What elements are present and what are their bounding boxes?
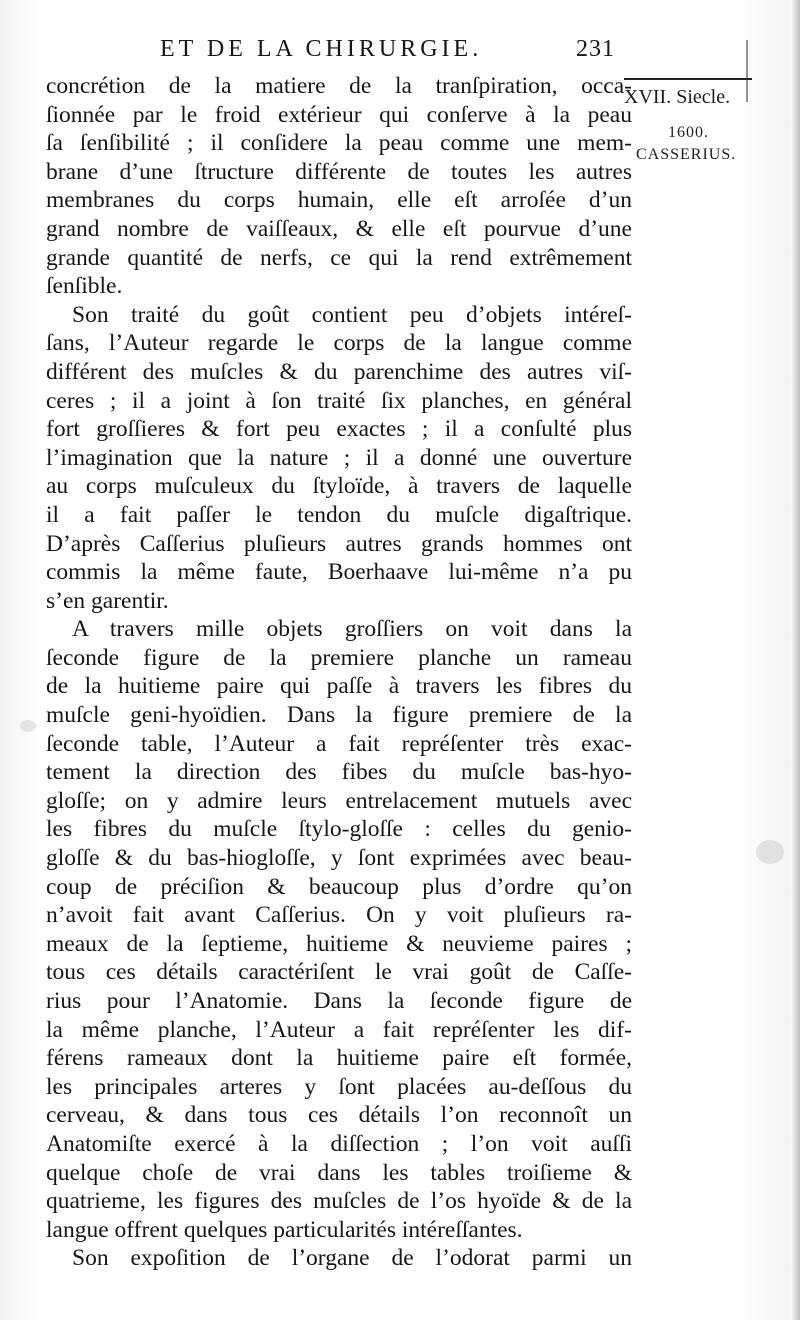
page-edge-shadow xyxy=(790,0,800,1320)
running-head xyxy=(160,36,630,66)
text-line: Anatomiſte exercé à la diſſection ; l’on voit auſſi xyxy=(46,1130,632,1157)
running-head-title: ET DE LA CHIRURGIE. xyxy=(160,36,483,62)
text-line: les fibres du muſcle ſtylo-gloſſe : celles du genio- xyxy=(46,816,632,843)
text-line: langue offrent quelques particularités intéreſſantes. xyxy=(46,1216,523,1243)
text-line: concrétion de la matiere de la tranſpiration, occa- xyxy=(46,73,632,99)
text-line: A travers mille objets groſſiers on voit dans la xyxy=(72,616,632,643)
text-line: de la huitieme paire qui paſſe à travers les fibres du xyxy=(46,673,632,700)
text-line: tement la direction des fibes du muſcle bas-hyo- xyxy=(46,759,632,786)
text-line: l’imagination que la nature ; il a donné une ouverture xyxy=(46,444,632,471)
text-line: quelque choſe de vrai dans les tables troiſieme & xyxy=(46,1159,632,1186)
text-line: ſionnée par le froid extérieur qui conſerve à la peau xyxy=(46,101,632,128)
text-line: ſeconde table, l’Auteur a fait repréſenter très exac- xyxy=(46,730,632,757)
text-line: la même planche, l’Auteur a fait repréſenter les dif- xyxy=(46,1016,632,1043)
text-line: grande quantité de nerfs, ce qui la rend extrêmement xyxy=(46,244,632,271)
text-line: les principales arteres y ſont placées au-deſſous du xyxy=(46,1073,632,1100)
text-line: commis la même faute, Boerhaave lui-même n’a pu xyxy=(46,559,632,586)
text-line: quatrieme, les figures des muſcles de l’os hyoïde & de la xyxy=(46,1188,632,1215)
paper-stain xyxy=(756,840,784,864)
text-line: différent des muſcles & du parenchime des autres viſ- xyxy=(46,358,632,385)
text-line: ſeconde figure de la premiere planche un rameau xyxy=(46,644,632,671)
text-line: ſenſible. xyxy=(46,273,123,300)
text-line: grand nombre de vaiſſeaux, & elle eſt pourvue d’une xyxy=(46,215,632,242)
margin-author: CASSERIUS. xyxy=(636,146,737,163)
page-number: 231 xyxy=(576,36,615,62)
text-line: s’en garentir. xyxy=(46,587,169,614)
text-line: il a fait paſſer le tendon du muſcle digaſtrique. xyxy=(46,501,632,528)
main-text-block xyxy=(46,72,632,1273)
text-line: brane d’une ſtructure différente de toutes les autres xyxy=(46,158,632,185)
text-line: férens rameaux dont la huitieme paire eſt formée, xyxy=(46,1045,632,1072)
text-line: n’avoit fait avant Caſſerius. On y voit pluſieurs ra- xyxy=(46,902,632,929)
text-line: meaux de la ſeptieme, huitieme & neuvieme paires ; xyxy=(46,930,632,957)
text-line: ſans, l’Auteur regarde le corps de la langue comme xyxy=(46,330,632,357)
margin-century: XVII. Siecle. xyxy=(624,86,731,108)
text-line: Son expoſition de l’organe de l’odorat parmi un xyxy=(72,1245,632,1272)
text-line: muſcle geni-hyoïdien. Dans la figure premiere de la xyxy=(46,702,632,729)
text-line: au corps muſculeux du ſtyloïde, à travers de laquelle xyxy=(46,473,632,500)
text-line: D’après Caſſerius pluſieurs autres grands hommes ont xyxy=(46,530,632,557)
text-line: Son traité du goût contient peu d’objets intéreſ- xyxy=(72,301,632,328)
text-line: gloſſe; on y admire leurs entrelacement mutuels avec xyxy=(46,787,632,814)
text-line: gloſſe & du bas-hiogloſſe, y ſont exprimées avec beau- xyxy=(46,845,632,872)
margin-rule xyxy=(624,78,752,80)
text-line: fort groſſieres & fort peu exactes ; il a conſulté plus xyxy=(46,416,632,443)
text-line: ſa ſenſibilité ; il conſidere la peau comme une mem- xyxy=(46,130,632,157)
text-line: rius pour l’Anatomie. Dans la ſeconde figure de xyxy=(46,988,632,1014)
text-line: tous ces détails caractériſent le vrai goût de Caſſe- xyxy=(46,959,632,986)
paper-stain xyxy=(20,720,36,732)
text-line: membranes du corps humain, elle eſt arroſée d’un xyxy=(46,187,632,214)
text-line: ceres ; il a joint à ſon traité ſix planches, en général xyxy=(46,387,632,414)
text-line: cerveau, & dans tous ces détails l’on reconnoît un xyxy=(46,1102,632,1129)
margin-year: 1600. xyxy=(668,124,709,141)
text-line: coup de préciſion & beaucoup plus d’ordre qu’on xyxy=(46,873,632,900)
